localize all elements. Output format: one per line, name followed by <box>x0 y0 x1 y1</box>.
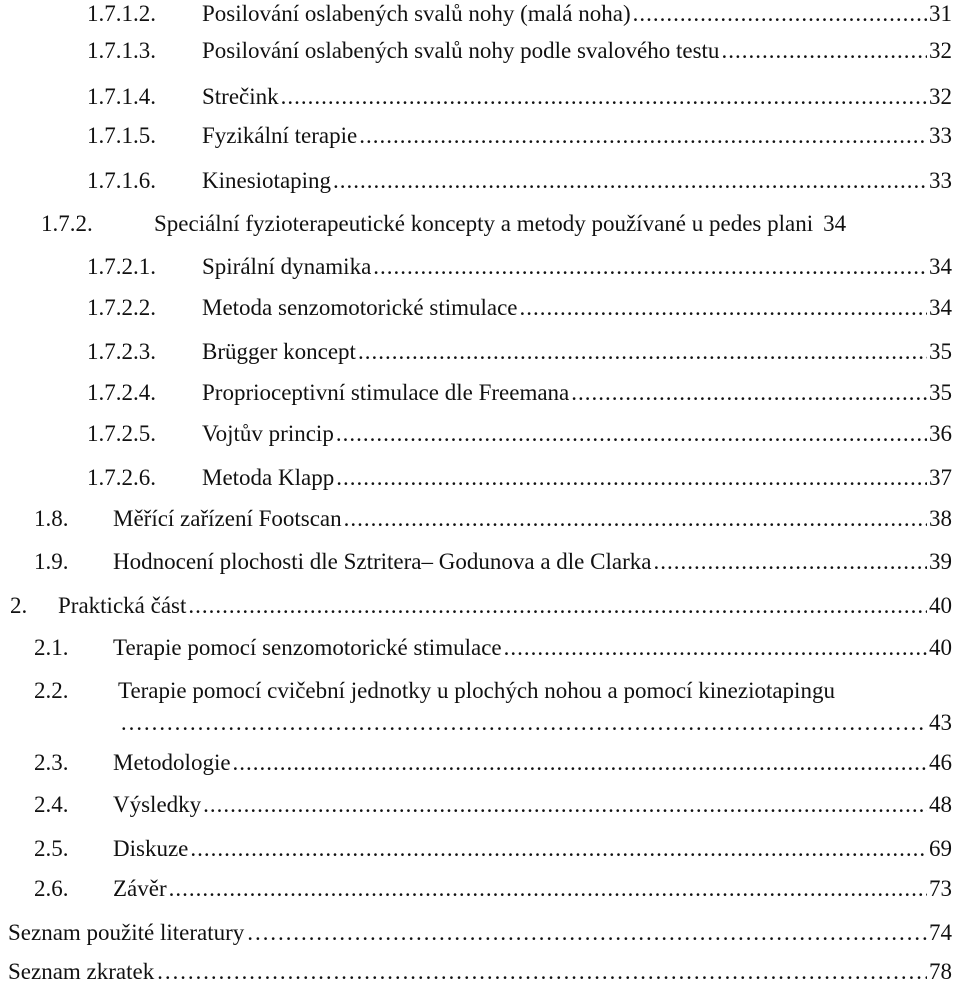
toc-entry-page: 33 <box>929 168 952 193</box>
dot-leader <box>336 458 927 498</box>
dot-leader <box>633 0 927 34</box>
toc-entry-2-2-continuation <box>0 703 960 743</box>
toc-entry-1-7-2-3[interactable] <box>0 332 960 372</box>
dot-leader <box>344 499 927 539</box>
toc-entry-number: 1.8. <box>34 506 69 531</box>
toc-entry-page: 32 <box>929 38 952 63</box>
toc-entry-2[interactable] <box>0 586 960 626</box>
toc-entry-title: Metodologie <box>113 750 231 775</box>
toc-entry-title: Seznam použité literatury <box>8 920 245 945</box>
toc-entry-title: Speciální fyzioterapeutické koncepty a metody používané u pedes plani <box>154 211 814 236</box>
toc-entry-number: 2. <box>10 593 28 618</box>
dot-leader <box>169 869 927 909</box>
toc-entry-1-9[interactable] <box>0 542 960 582</box>
toc-entry-page: 40 <box>929 635 952 660</box>
toc-entry-number: 1.9. <box>34 549 69 574</box>
toc-entry-number: 2.3. <box>34 750 69 775</box>
toc-entry-title: Praktická část <box>58 593 187 618</box>
toc-entry-page: 78 <box>929 959 952 984</box>
toc-entry-1-7-2[interactable] <box>0 204 960 244</box>
toc-entry-title: Spirální dynamika <box>202 254 372 279</box>
toc-entry-page: 31 <box>929 1 952 26</box>
dot-leader <box>333 161 927 201</box>
toc-entry-2-6[interactable] <box>0 869 960 909</box>
toc-entry-number: 2.2. <box>34 678 69 703</box>
toc-entry-page: 43 <box>929 710 952 735</box>
toc-entry-page: 33 <box>929 123 952 148</box>
toc-entry-number: 1.7.1.6. <box>87 168 156 193</box>
toc-entry-title: Brügger koncept <box>202 339 356 364</box>
toc-entry-2-4[interactable] <box>0 785 960 825</box>
toc-entry-references[interactable] <box>0 913 960 953</box>
toc-entry-page: 35 <box>929 339 952 364</box>
toc-entry-1-7-1-3[interactable] <box>0 31 960 71</box>
toc-entry-title: Terapie pomocí cvičební jednotky u plochých nohou a pomocí kineziotapingu <box>118 678 835 703</box>
toc-entry-page: 34 <box>823 211 847 236</box>
toc-entry-title: Posilování oslabených svalů nohy podle svalového testu <box>202 38 720 63</box>
toc-entry-1-7-1-2[interactable] <box>0 0 960 34</box>
toc-entry-number: 2.1. <box>34 635 69 660</box>
toc-entry-page: 34 <box>929 295 952 320</box>
dot-leader <box>520 288 927 328</box>
toc-entry-page: 37 <box>929 465 952 490</box>
toc-entry-number: 1.7.1.3. <box>87 38 156 63</box>
toc-entry-title: Měřící zařízení Footscan <box>113 506 342 531</box>
toc-entry-title: Kinesiotaping <box>202 168 332 193</box>
toc-entry-title: Fyzikální terapie <box>202 123 358 148</box>
dot-leader <box>246 913 927 953</box>
toc-entry-page: 36 <box>929 421 952 446</box>
toc-entry-1-7-1-6[interactable] <box>0 161 960 201</box>
dot-leader <box>653 542 927 582</box>
dot-leader <box>156 952 927 992</box>
toc-entry-abbreviations[interactable] <box>0 952 960 992</box>
dot-leader <box>281 77 927 117</box>
toc-entry-1-7-2-6[interactable] <box>0 458 960 498</box>
toc-entry-2-3[interactable] <box>0 743 960 783</box>
toc-entry-title: Posilování oslabených svalů nohy (malá noha) <box>202 1 631 26</box>
toc-entry-number: 1.7.2.1. <box>87 254 156 279</box>
toc-entry-title: Závěr <box>113 876 167 901</box>
toc-entry-number: 1.7.2.4. <box>87 380 156 405</box>
dot-leader <box>721 31 927 71</box>
dot-leader <box>203 785 927 825</box>
toc-entry-page: 46 <box>929 750 952 775</box>
toc-entry-number: 2.5. <box>34 836 69 861</box>
toc-entry-number: 1.7.1.4. <box>87 84 156 109</box>
toc-entry-title: Výsledky <box>113 792 202 817</box>
toc-entry-number: 1.7.2.3. <box>87 339 156 364</box>
toc-entry-page: 73 <box>929 876 952 901</box>
toc-entry-page: 48 <box>929 792 952 817</box>
dot-leader <box>571 373 927 413</box>
toc-entry-title: Hodnocení plochosti dle Sztritera– Godunova a dle Clarka <box>113 549 652 574</box>
toc-entry-number: 1.7.2.2. <box>87 295 156 320</box>
toc-entry-number: 1.7.1.5. <box>87 123 156 148</box>
toc-entry-1-7-1-5[interactable] <box>0 116 960 156</box>
dot-leader <box>233 743 927 783</box>
toc-entry-1-7-2-1[interactable] <box>0 247 960 287</box>
toc-entry-2-1[interactable] <box>0 628 960 668</box>
toc-entry-number: 1.7.1.2. <box>87 1 156 26</box>
toc-entry-number: 2.4. <box>34 792 69 817</box>
toc-entry-number: 1.7.2. <box>41 211 93 236</box>
toc-entry-1-7-1-4[interactable] <box>0 77 960 117</box>
toc-entry-title: Vojtův princip <box>202 421 334 446</box>
toc-entry-number: 2.6. <box>34 876 69 901</box>
toc-entry-1-7-2-2[interactable] <box>0 288 960 328</box>
toc-entry-page: 34 <box>929 254 952 279</box>
toc-entry-1-7-2-4[interactable] <box>0 373 960 413</box>
toc-entry-number: 1.7.2.5. <box>87 421 156 446</box>
toc-entry-page: 40 <box>929 593 952 618</box>
toc-entry-title: Terapie pomocí senzomotorické stimulace <box>113 635 502 660</box>
toc-entry-title: Seznam zkratek <box>8 959 155 984</box>
toc-entry-page: 38 <box>929 506 952 531</box>
dot-leader <box>188 586 927 626</box>
toc-entry-1-7-2-5[interactable] <box>0 414 960 454</box>
toc-entry-page: 69 <box>929 836 952 861</box>
toc-entry-title: Metoda Klapp <box>202 465 335 490</box>
dot-leader <box>359 116 927 156</box>
toc-entry-page: 35 <box>929 380 952 405</box>
toc-entry-title: Proprioceptivní stimulace dle Freemana <box>202 380 570 405</box>
toc-entry-page: 32 <box>929 84 952 109</box>
toc-entry-title: Metoda senzomotorické stimulace <box>202 295 518 320</box>
toc-entry-2-5[interactable] <box>0 829 960 869</box>
dot-leader <box>373 247 927 287</box>
toc-entry-1-8[interactable] <box>0 499 960 539</box>
toc-entry-page: 74 <box>929 920 952 945</box>
dot-leader <box>190 829 927 869</box>
toc-entry-page: 39 <box>929 549 952 574</box>
toc-entry-number: 1.7.2.6. <box>87 465 156 490</box>
dot-leader <box>336 414 927 454</box>
dot-leader <box>120 703 927 743</box>
dot-leader <box>504 628 927 668</box>
toc-entry-title: Diskuze <box>113 836 189 861</box>
dot-leader <box>358 332 927 372</box>
toc-entry-title: Strečink <box>202 84 279 109</box>
